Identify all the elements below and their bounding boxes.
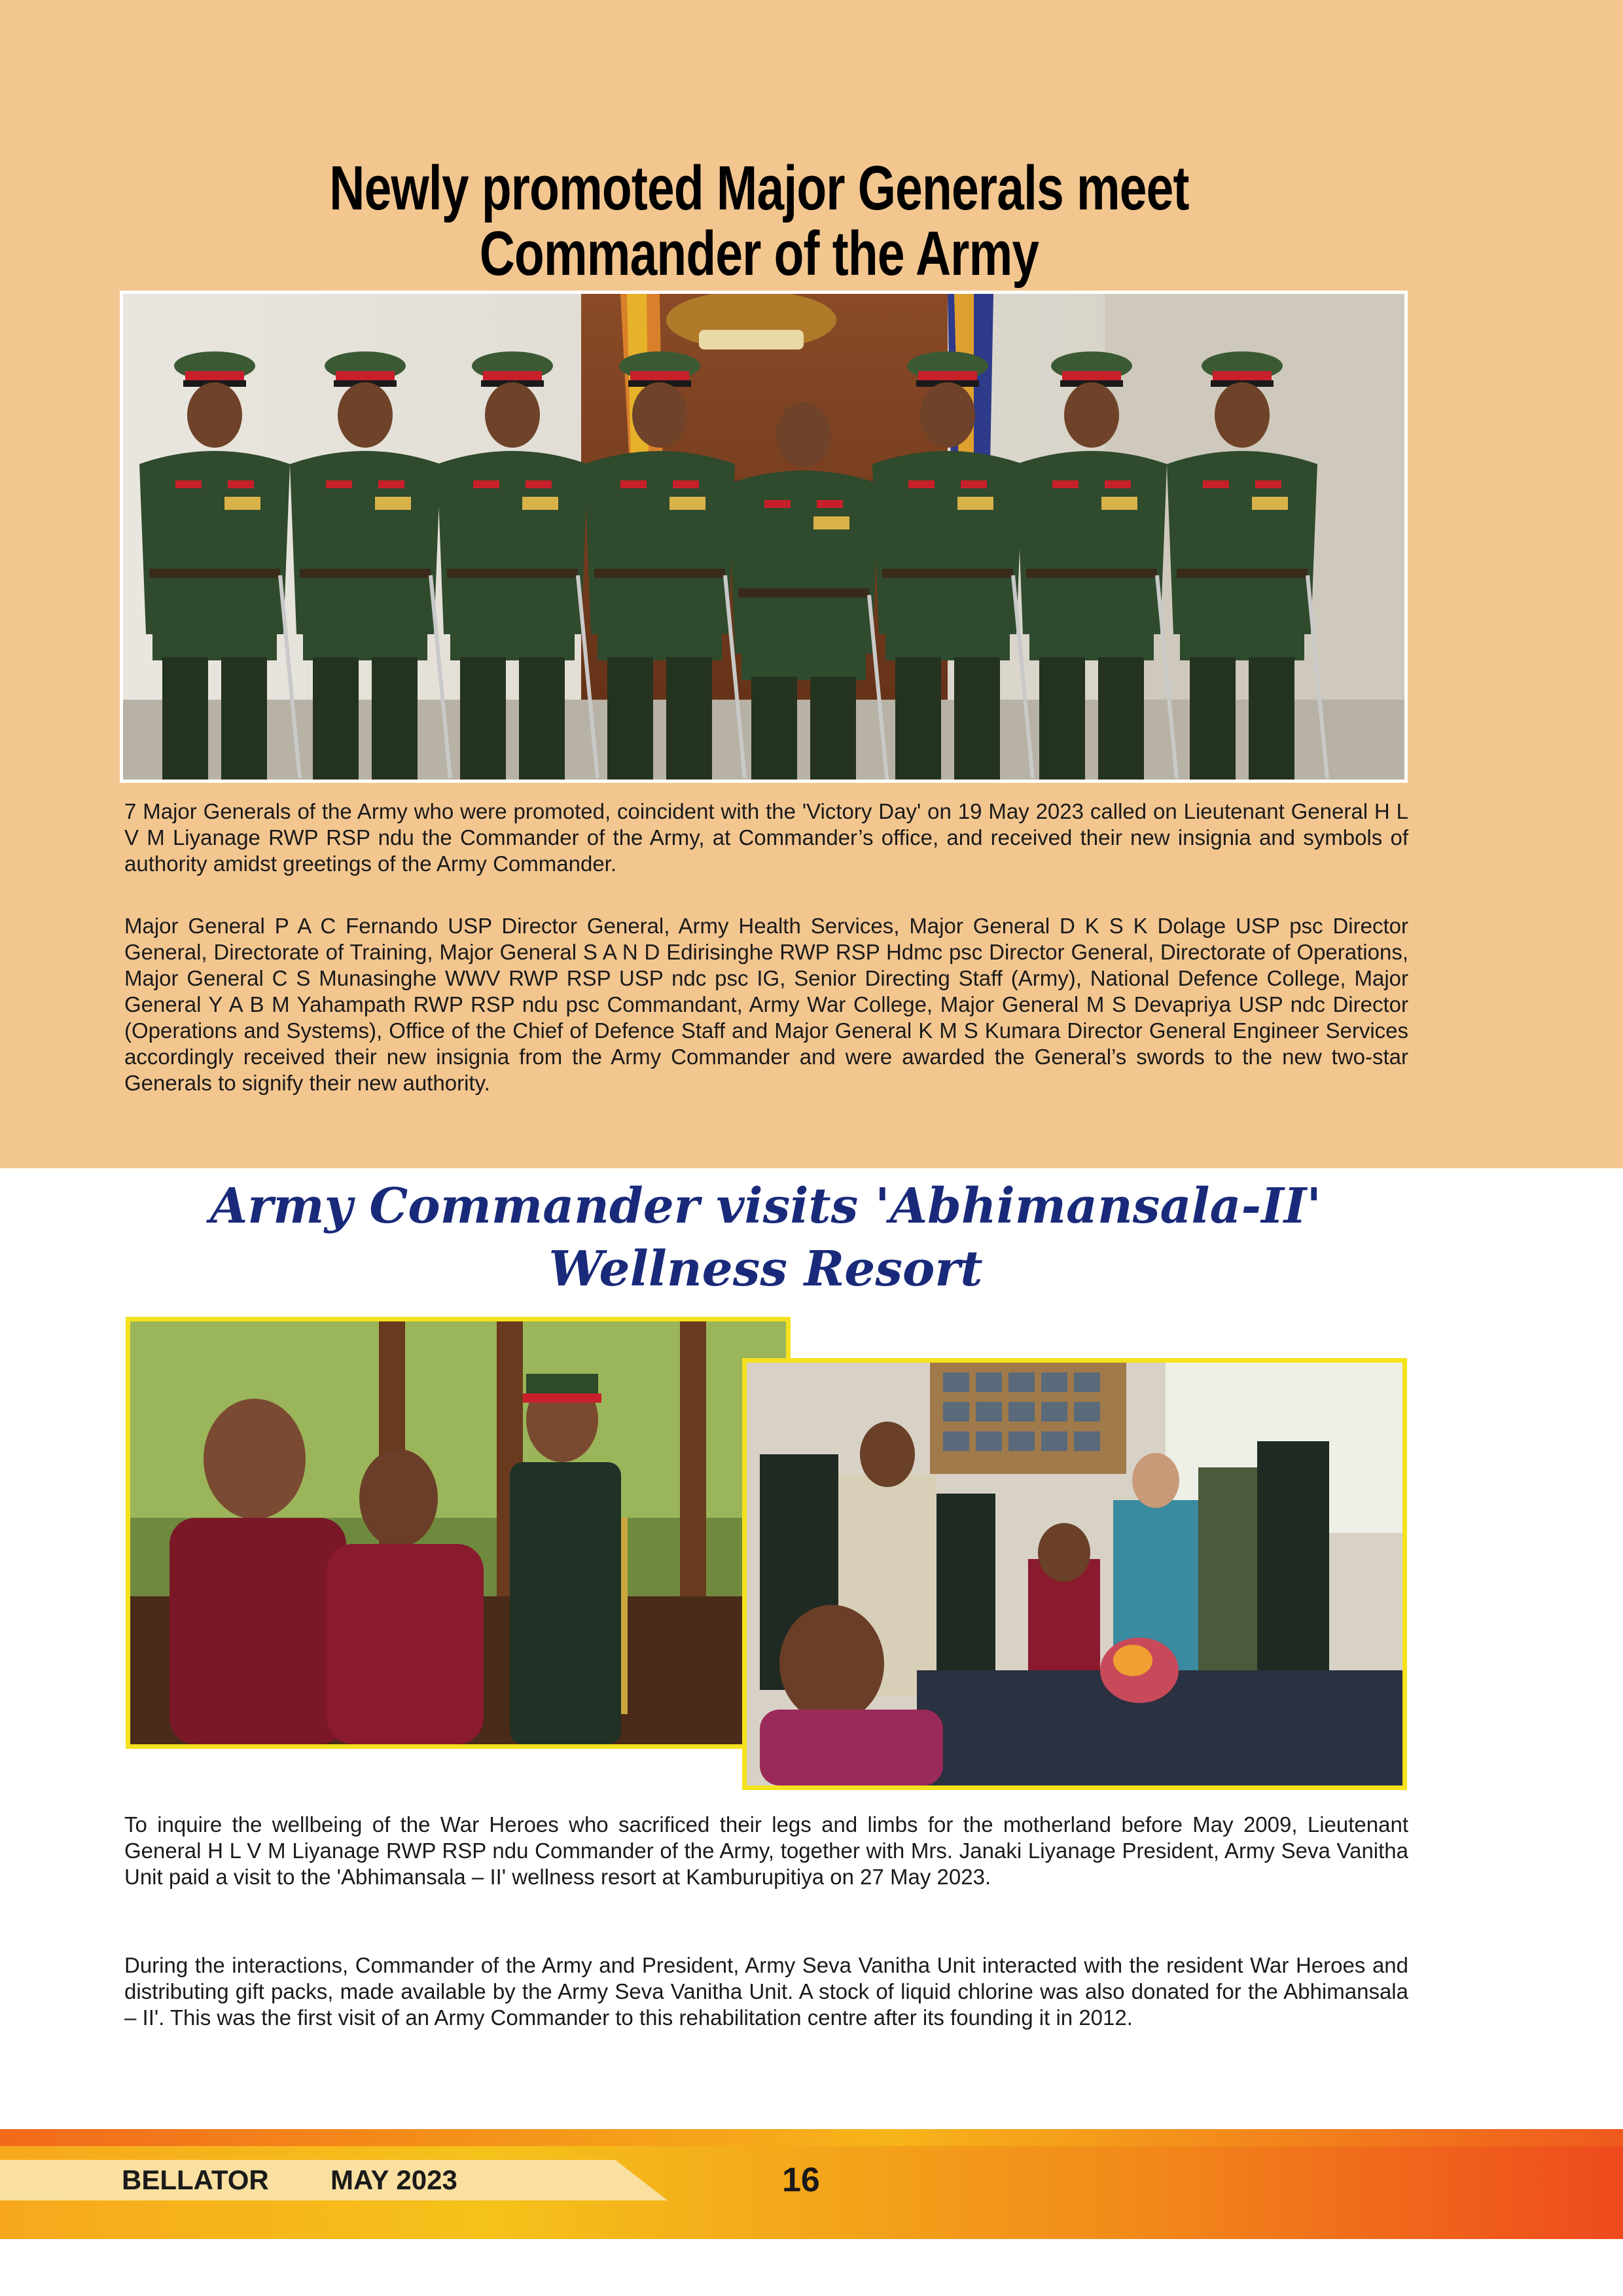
article1-headline-line1: Newly promoted Major Generals meet xyxy=(329,153,1189,223)
visit-photo-left xyxy=(126,1317,791,1749)
article1-paragraph1: 7 Major Generals of the Army who were promoted, coincident with the 'Victory Day' on 19 May 2023 called on Lieutenant General H L V M Liyanage RWP RSP ndu the Commander of the Army, at Commander’s office, and received their new insignia and symbols of authority amidst greetings of the Army Commander. xyxy=(124,799,1408,876)
footer-publication: BELLATOR xyxy=(122,2164,269,2195)
group-photo-image xyxy=(123,294,1404,780)
article2-headline xyxy=(131,1175,1400,1300)
article2-headline-line1: Army Commander visits 'Abhimansala-II' xyxy=(209,1178,1322,1234)
footer-stripe xyxy=(0,2129,1623,2146)
footer-page-number: 16 xyxy=(782,2161,820,2199)
visit-photo-right xyxy=(742,1358,1407,1790)
article2-headline-line2: Wellness Resort xyxy=(548,1241,983,1297)
visit-photo-right-image xyxy=(747,1363,1402,1785)
article1-headline xyxy=(320,153,1198,289)
article1-headline-line2: Commander of the Army xyxy=(479,219,1039,289)
article2-paragraph1: To inquire the wellbeing of the War Heroes who sacrificed their legs and limbs for the motherland before May 2009, Lieutenant General H L V M Liyanage RWP RSP ndu Commander of the Army, together with Mrs. Janaki Liyanage President, Army Seva Vanitha Unit paid a visit to the 'Abhimansala – II' wellness resort at Kamburupitiya on 27 May 2023. xyxy=(124,1812,1408,1889)
footer-issue: MAY 2023 xyxy=(330,2164,457,2195)
visit-photo-left-image xyxy=(130,1321,786,1744)
article2-paragraph2: During the interactions, Commander of the Army and President, Army Seva Vanitha Unit interacted with the resident War Heroes and distributing gift packs, made available by the Army Seva Vanitha Unit. A stock of liquid chlorine was also donated for the Abhimansala – II'. This was the first visit of an Army Commander to this rehabilitation centre after its founding it in 2012. xyxy=(124,1953,1408,2030)
article1-paragraph2: Major General P A C Fernando USP Director General, Army Health Services, Major General D K S K Dolage USP psc Director General, Directorate of Training, Major General S A N D Edirisinghe RWP RSP Hdmc psc Director General, Directorate of Operations, Major General C S Munasinghe WWV RWP RSP USP ndc psc IG, Senior Directing Staff (Army), National Defence College, Major General Y A B M Yahampath RWP RSP ndu psc Commandant, Army War College, Major General M S Devapriya USP ndc Director (Operations and Systems), Office of the Chief of Defence Staff and Major General K M S Kumara Director General Engineer Services accordingly received their new insignia from the Army Commander and were awarded the General’s swords to the new two-star Generals to signify their new authority. xyxy=(124,914,1408,1095)
group-photo xyxy=(120,291,1408,783)
